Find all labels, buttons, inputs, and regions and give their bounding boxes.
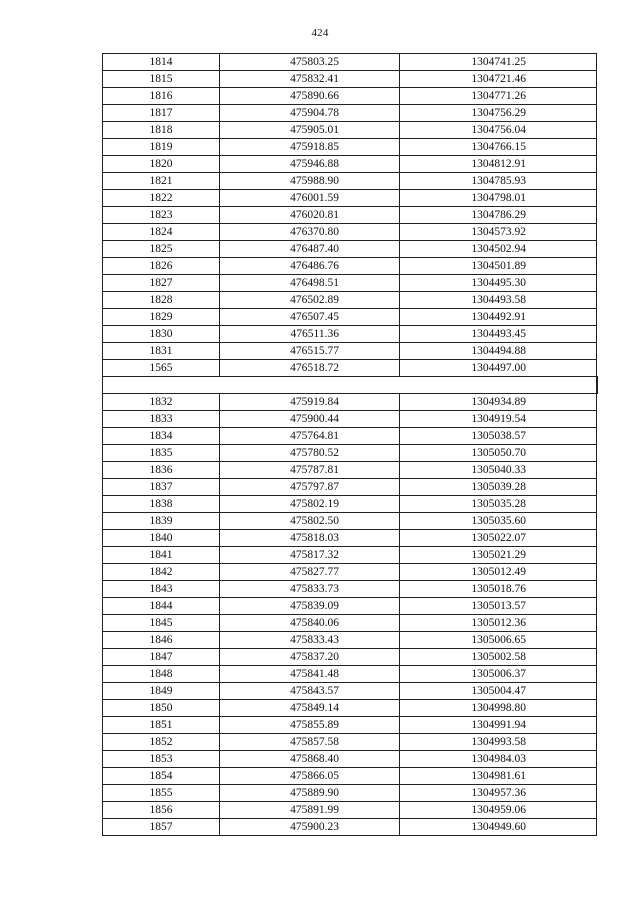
- y-coordinate-cell: 1304493.45: [400, 326, 597, 343]
- x-coordinate-cell: 475868.40: [220, 751, 400, 768]
- x-coordinate-cell: 476518.72: [220, 360, 400, 377]
- y-coordinate-cell: 1304497.00: [400, 360, 597, 377]
- point-number-cell: 1857: [103, 819, 220, 836]
- y-coordinate-cell: 1305050.70: [400, 445, 597, 462]
- x-coordinate-cell: 475919.84: [220, 394, 400, 411]
- x-coordinate-cell: 476515.77: [220, 343, 400, 360]
- point-number-cell: 1817: [103, 105, 220, 122]
- x-coordinate-cell: 476502.89: [220, 292, 400, 309]
- point-number-cell: 1836: [103, 462, 220, 479]
- y-coordinate-cell: 1305018.76: [400, 581, 597, 598]
- table-row: [103, 258, 597, 275]
- point-number-cell: 1848: [103, 666, 220, 683]
- point-number-cell: 1843: [103, 581, 220, 598]
- x-coordinate-cell: 475817.32: [220, 547, 400, 564]
- table-row: [103, 615, 597, 632]
- table-row: [103, 292, 597, 309]
- y-coordinate-cell: 1304502.94: [400, 241, 597, 258]
- point-number-cell: 1841: [103, 547, 220, 564]
- table-row: [103, 666, 597, 683]
- y-coordinate-cell: 1305040.33: [400, 462, 597, 479]
- point-number-cell: 1842: [103, 564, 220, 581]
- y-coordinate-cell: 1305012.49: [400, 564, 597, 581]
- y-coordinate-cell: 1304957.36: [400, 785, 597, 802]
- y-coordinate-cell: 1304812.91: [400, 156, 597, 173]
- y-coordinate-cell: 1305035.28: [400, 496, 597, 513]
- table-row: [103, 105, 597, 122]
- table-row: [103, 530, 597, 547]
- table-row: [103, 581, 597, 598]
- point-number-cell: 1834: [103, 428, 220, 445]
- point-number-cell: 1814: [103, 54, 220, 71]
- x-coordinate-cell: 475841.48: [220, 666, 400, 683]
- point-number-cell: 1851: [103, 717, 220, 734]
- y-coordinate-cell: 1305039.28: [400, 479, 597, 496]
- table-row: [103, 700, 597, 717]
- table-row: [103, 632, 597, 649]
- y-coordinate-cell: 1304785.93: [400, 173, 597, 190]
- y-coordinate-cell: 1304766.15: [400, 139, 597, 156]
- x-coordinate-cell: 475803.25: [220, 54, 400, 71]
- table-row: [103, 71, 597, 88]
- y-coordinate-cell: 1304786.29: [400, 207, 597, 224]
- y-coordinate-cell: 1304771.26: [400, 88, 597, 105]
- x-coordinate-cell: 475818.03: [220, 530, 400, 547]
- coordinates-table-body: [103, 54, 597, 836]
- point-number-cell: 1837: [103, 479, 220, 496]
- table-row: [103, 683, 597, 700]
- table-row: [103, 462, 597, 479]
- y-coordinate-cell: 1305021.29: [400, 547, 597, 564]
- table-row: [103, 785, 597, 802]
- x-coordinate-cell: 475900.23: [220, 819, 400, 836]
- table-row: [103, 649, 597, 666]
- x-coordinate-cell: 475857.58: [220, 734, 400, 751]
- table-row: [103, 819, 597, 836]
- y-coordinate-cell: 1304501.89: [400, 258, 597, 275]
- y-coordinate-cell: 1305038.57: [400, 428, 597, 445]
- y-coordinate-cell: 1304741.25: [400, 54, 597, 71]
- point-number-cell: 1821: [103, 173, 220, 190]
- point-number-cell: 1855: [103, 785, 220, 802]
- table-row: [103, 122, 597, 139]
- table-row: [103, 139, 597, 156]
- point-number-cell: 1832: [103, 394, 220, 411]
- y-coordinate-cell: 1304756.04: [400, 122, 597, 139]
- point-number-cell: 1833: [103, 411, 220, 428]
- x-coordinate-cell: 476001.59: [220, 190, 400, 207]
- table-row: [103, 54, 597, 71]
- table-row: [103, 224, 597, 241]
- point-number-cell: 1856: [103, 802, 220, 819]
- x-coordinate-cell: 475988.90: [220, 173, 400, 190]
- section-separator-row: [103, 377, 597, 394]
- point-number-cell: 1824: [103, 224, 220, 241]
- y-coordinate-cell: 1304949.60: [400, 819, 597, 836]
- y-coordinate-cell: 1305006.37: [400, 666, 597, 683]
- point-number-cell: 1830: [103, 326, 220, 343]
- point-number-cell: 1838: [103, 496, 220, 513]
- x-coordinate-cell: 475849.14: [220, 700, 400, 717]
- table-row: [103, 751, 597, 768]
- section-separator-cell: [103, 377, 597, 394]
- y-coordinate-cell: 1304721.46: [400, 71, 597, 88]
- y-coordinate-cell: 1304991.94: [400, 717, 597, 734]
- point-number-cell: 1819: [103, 139, 220, 156]
- table-row: [103, 190, 597, 207]
- point-number-cell: 1835: [103, 445, 220, 462]
- x-coordinate-cell: 476498.51: [220, 275, 400, 292]
- y-coordinate-cell: 1304981.61: [400, 768, 597, 785]
- table-row: [103, 394, 597, 411]
- point-number-cell: 1844: [103, 598, 220, 615]
- y-coordinate-cell: 1304573.92: [400, 224, 597, 241]
- y-coordinate-cell: 1305022.07: [400, 530, 597, 547]
- x-coordinate-cell: 475827.77: [220, 564, 400, 581]
- page-number: 424: [311, 27, 329, 39]
- table-row: [103, 768, 597, 785]
- x-coordinate-cell: 475833.73: [220, 581, 400, 598]
- x-coordinate-cell: 475905.01: [220, 122, 400, 139]
- y-coordinate-cell: 1305002.58: [400, 649, 597, 666]
- x-coordinate-cell: 476507.45: [220, 309, 400, 326]
- x-coordinate-cell: 475802.50: [220, 513, 400, 530]
- table-row: [103, 309, 597, 326]
- point-number-cell: 1853: [103, 751, 220, 768]
- table-row: [103, 428, 597, 445]
- y-coordinate-cell: 1304756.29: [400, 105, 597, 122]
- x-coordinate-cell: 475797.87: [220, 479, 400, 496]
- table-row: [103, 717, 597, 734]
- x-coordinate-cell: 475832.41: [220, 71, 400, 88]
- x-coordinate-cell: 476370.80: [220, 224, 400, 241]
- x-coordinate-cell: 475918.85: [220, 139, 400, 156]
- table-row: [103, 734, 597, 751]
- table-row: [103, 513, 597, 530]
- table-row: [103, 343, 597, 360]
- table-row: [103, 802, 597, 819]
- x-coordinate-cell: 476020.81: [220, 207, 400, 224]
- x-coordinate-cell: 475904.78: [220, 105, 400, 122]
- y-coordinate-cell: 1305035.60: [400, 513, 597, 530]
- x-coordinate-cell: 475839.09: [220, 598, 400, 615]
- point-number-cell: 1815: [103, 71, 220, 88]
- y-coordinate-cell: 1304492.91: [400, 309, 597, 326]
- x-coordinate-cell: 475889.90: [220, 785, 400, 802]
- point-number-cell: 1822: [103, 190, 220, 207]
- x-coordinate-cell: 475855.89: [220, 717, 400, 734]
- x-coordinate-cell: 475890.66: [220, 88, 400, 105]
- point-number-cell: 1854: [103, 768, 220, 785]
- x-coordinate-cell: 475946.88: [220, 156, 400, 173]
- point-number-cell: 1829: [103, 309, 220, 326]
- point-number-cell: 1847: [103, 649, 220, 666]
- table-row: [103, 479, 597, 496]
- x-coordinate-cell: 475780.52: [220, 445, 400, 462]
- x-coordinate-cell: 475900.44: [220, 411, 400, 428]
- point-number-cell: 1846: [103, 632, 220, 649]
- y-coordinate-cell: 1305006.65: [400, 632, 597, 649]
- x-coordinate-cell: 476511.36: [220, 326, 400, 343]
- point-number-cell: 1825: [103, 241, 220, 258]
- table-row: [103, 173, 597, 190]
- y-coordinate-cell: 1304993.58: [400, 734, 597, 751]
- coordinates-table: [102, 53, 598, 836]
- point-number-cell: 1565: [103, 360, 220, 377]
- x-coordinate-cell: 475866.05: [220, 768, 400, 785]
- point-number-cell: 1850: [103, 700, 220, 717]
- x-coordinate-cell: 475787.81: [220, 462, 400, 479]
- point-number-cell: 1839: [103, 513, 220, 530]
- y-coordinate-cell: 1304934.89: [400, 394, 597, 411]
- table-row: [103, 275, 597, 292]
- point-number-cell: 1849: [103, 683, 220, 700]
- y-coordinate-cell: 1304495.30: [400, 275, 597, 292]
- y-coordinate-cell: 1304984.03: [400, 751, 597, 768]
- x-coordinate-cell: 475764.81: [220, 428, 400, 445]
- point-number-cell: 1852: [103, 734, 220, 751]
- table-row: [103, 547, 597, 564]
- x-coordinate-cell: 475833.43: [220, 632, 400, 649]
- y-coordinate-cell: 1305013.57: [400, 598, 597, 615]
- point-number-cell: 1831: [103, 343, 220, 360]
- x-coordinate-cell: 475837.20: [220, 649, 400, 666]
- y-coordinate-cell: 1304998.80: [400, 700, 597, 717]
- table-row: [103, 326, 597, 343]
- y-coordinate-cell: 1304959.06: [400, 802, 597, 819]
- y-coordinate-cell: 1304494.88: [400, 343, 597, 360]
- x-coordinate-cell: 475802.19: [220, 496, 400, 513]
- point-number-cell: 1820: [103, 156, 220, 173]
- table-row: [103, 564, 597, 581]
- table-row: [103, 241, 597, 258]
- point-number-cell: 1816: [103, 88, 220, 105]
- point-number-cell: 1840: [103, 530, 220, 547]
- table-row: [103, 411, 597, 428]
- table-row: [103, 88, 597, 105]
- y-coordinate-cell: 1305004.47: [400, 683, 597, 700]
- y-coordinate-cell: 1304798.01: [400, 190, 597, 207]
- x-coordinate-cell: 475843.57: [220, 683, 400, 700]
- table-row: [103, 207, 597, 224]
- table-row: [103, 598, 597, 615]
- y-coordinate-cell: 1304919.54: [400, 411, 597, 428]
- x-coordinate-cell: 475891.99: [220, 802, 400, 819]
- point-number-cell: 1826: [103, 258, 220, 275]
- y-coordinate-cell: 1305012.36: [400, 615, 597, 632]
- table-row: [103, 496, 597, 513]
- table-row: [103, 445, 597, 462]
- x-coordinate-cell: 476487.40: [220, 241, 400, 258]
- point-number-cell: 1818: [103, 122, 220, 139]
- table-row: [103, 156, 597, 173]
- x-coordinate-cell: 475840.06: [220, 615, 400, 632]
- x-coordinate-cell: 476486.76: [220, 258, 400, 275]
- point-number-cell: 1827: [103, 275, 220, 292]
- point-number-cell: 1828: [103, 292, 220, 309]
- table-row: [103, 360, 597, 377]
- point-number-cell: 1845: [103, 615, 220, 632]
- y-coordinate-cell: 1304493.58: [400, 292, 597, 309]
- point-number-cell: 1823: [103, 207, 220, 224]
